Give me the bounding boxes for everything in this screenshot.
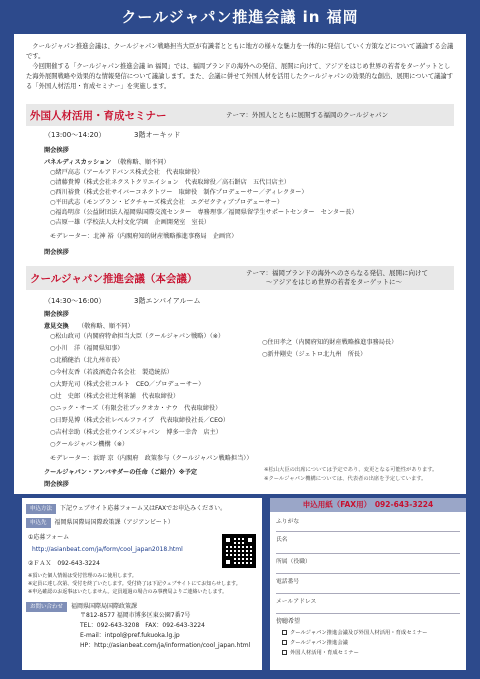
- member: ○北橋健治（北九州市長）: [50, 357, 124, 364]
- seminar-opening: 開会挨拶: [44, 147, 69, 154]
- meeting-time: （14:30〜16:00）: [44, 297, 106, 305]
- seminar-closing: 閉会挨拶: [44, 249, 69, 256]
- contact-org: 福岡県国際局国際政策課: [71, 603, 138, 610]
- panelist: ○清藤貴博（株式会社ネクストクリエイション 代表取締役／高石餅店 五代目店主）: [50, 179, 291, 186]
- email-field[interactable]: メールアドレス: [276, 596, 460, 614]
- apply-note: ※申込確認のお返事はいたしません。定員超過の場合のみ事務局よりご連絡いたします。: [28, 589, 228, 595]
- meeting-place: 3階エンパイアルーム: [134, 297, 201, 305]
- member: ○ニック・サーズ（有限会社ブックオカ・ナウ 代表取締役）: [50, 405, 222, 412]
- affiliation-field[interactable]: 所属（役職）: [276, 556, 460, 574]
- member: ○クールジャパン機構（※）: [50, 441, 129, 448]
- fax-form: [270, 498, 466, 670]
- form-label: ①応募フォーム: [28, 534, 70, 541]
- ambassador: クールジャパン・アンバサダーの任命（ご紹介）※予定: [44, 469, 198, 476]
- panel-note: （敬称略、順不同）: [114, 159, 170, 166]
- intro-paragraph: クールジャパン推進会議は、クールジャパン戦略担当大臣が有識者とともに地方の様々な魅力を一体的に発信していく方策などについて議論する会議です。: [26, 43, 454, 60]
- seminar-moderator: モデレーター：北神 裕（内閣府知的財産戦略推進事務局 企画官）: [50, 233, 238, 240]
- member: ○吉村幸助（株式会社ウインズジャパン 博多一幸舎 店主）: [50, 429, 222, 436]
- members-title: 意見交換: [44, 323, 69, 330]
- member: ○今村友香（若波酒造合名会社 製造統括）: [50, 369, 173, 376]
- to-tag: 申込先: [26, 518, 51, 528]
- checkbox-icon[interactable]: [282, 630, 287, 635]
- page-title: クールジャパン推進会議 in 福岡: [121, 8, 359, 26]
- checkbox-icon[interactable]: [282, 650, 287, 655]
- seminar-header: [26, 104, 454, 126]
- meeting-theme-2: 〜アジアをはじめ世界の若者をターゲットに〜: [266, 278, 402, 286]
- intro: [26, 42, 454, 92]
- to-text: 福岡県国際局国際政策課（アジアンビート）: [54, 519, 174, 526]
- member: ○日野晃博（株式会社レベルファイブ 代表取締役社長／CEO）: [50, 417, 230, 424]
- meeting-closing: 閉会挨拶: [44, 481, 69, 488]
- panelist: ○福島明彦（公益財団法人福岡県国際交流センター 専務理事／福岡県留学生サポートセンター センター長）: [50, 209, 358, 216]
- method-text: 下記ウェブサイト応募フォーム又はFAXでお申込みください。: [60, 505, 227, 512]
- qr-code-icon: [222, 534, 256, 568]
- contact-email[interactable]: E-mail：intpol@pref.fukuoka.lg.jp: [80, 632, 180, 639]
- option-both[interactable]: クールジャパン推進会議及び外国人材活用・育成セミナー: [282, 629, 427, 637]
- panelist: ○緒戸高志（アールアドバンス株式会社 代表取締役）: [50, 169, 204, 176]
- member: ○辻 史郎（株式会社辻利茶舗 代表取締役）: [50, 393, 180, 400]
- name-field[interactable]: 氏名: [276, 534, 460, 554]
- method-tag: 申込方法: [26, 504, 56, 514]
- meeting-opening: 開会挨拶: [44, 311, 69, 318]
- checkbox-icon[interactable]: [282, 640, 287, 645]
- seminar-time: （13:00〜14:20）: [44, 131, 106, 139]
- option-seminar[interactable]: 外国人材活用・育成セミナー: [282, 649, 359, 657]
- meeting-note: ※松山大臣の出席については予定であり、変更となる可能性があります。: [264, 467, 438, 473]
- intro-paragraph: 今回開催する「クールジャパン推進会議 in 福岡」では、福岡ブランドの海外への発信、展開に向けて、アジアをはじめ世界の若者をターゲットとした海外展開戦略や効果的な情報発信について議論します。また、会議に併せて外国人材を活用したクールジャパンの効果的な創出、展開について議論する「外国人材活用・育成セミナー」を実施します。: [26, 63, 454, 90]
- apply-info: [22, 498, 262, 670]
- seminar-place: 3階オーキッド: [134, 131, 181, 139]
- meeting-theme-1: テーマ：福岡ブランドの海外へのさらなる発信、展開に向けて: [246, 269, 428, 277]
- meeting-note: ※クールジャパン機構については、代表者の出席を予定しています。: [264, 476, 427, 482]
- contact-tag: お問い合わせ: [26, 602, 67, 612]
- hope-label: 傍聴希望: [276, 618, 301, 625]
- furigana-field[interactable]: ふりがな: [276, 516, 460, 532]
- main-paper: [14, 34, 466, 494]
- apply-note: ※頂いた個人情報は受付管理のみに使用します。: [28, 573, 137, 579]
- meeting-moderator: モデレーター：浜野 京（内閣府 政策参与（クールジャパン戦略担当））: [50, 455, 253, 462]
- panel-title: パネルディスカッション: [44, 159, 112, 166]
- member: ○小川 洋（福岡県知事）: [50, 345, 124, 352]
- fax-label: ②ＦＡＸ 092-643-3224: [28, 560, 100, 567]
- contact-address: 〒812-8577 福岡市博多区東公園7番7号: [80, 612, 191, 619]
- apply-note: ※定員に達し次第、受付を終了いたします。受付終了は下記ウェブサイトにてお知らせします。: [28, 581, 241, 587]
- member: ○大野光司（株式会社コルト CEO／プロデューサー）: [50, 381, 205, 388]
- member: ○住田孝之（内閣府知的財産戦略推進事務局長）: [262, 339, 398, 346]
- contact-phone: TEL：092-643-3208 FAX：092-643-3224: [80, 622, 205, 629]
- panelist: ○西川裕貴（株式会社サイバーコネクトツー 取締役 制作プロデューサー／ディレクター）: [50, 189, 308, 196]
- option-meeting[interactable]: クールジャパン推進会議: [282, 639, 348, 647]
- panelist: ○吉原一雄（学校法人大村文化学園 企画開発室 室長）: [50, 219, 211, 226]
- meeting-name: クールジャパン推進会議（本会議）: [30, 273, 198, 285]
- phone-field[interactable]: 電話番号: [276, 576, 460, 594]
- member: ○新井剛史（ジェトロ北九州 所長）: [262, 351, 367, 358]
- member: ○松山政司（内閣府特命担当大臣（クールジャパン戦略）（※）: [50, 333, 225, 340]
- fax-form-header: 申込用紙（FAX用） 092-643-3224: [270, 498, 466, 512]
- meeting-header: [26, 266, 454, 290]
- seminar-theme: テーマ：外国人とともに展開する福岡のクールジャパン: [226, 111, 389, 119]
- form-url-link[interactable]: http://asianbeat.com/ja/form/cool_japan2018.html: [32, 546, 183, 553]
- panelist: ○平田武志（モンブラン・ピクチャーズ株式会社 エグゼクティブプロデューサー）: [50, 199, 284, 206]
- contact-url-link[interactable]: HP：http://asianbeat.com/ja/information/cool_japan.html: [80, 642, 251, 649]
- members-note: （敬称略、順不同）: [78, 323, 134, 330]
- seminar-name: 外国人材活用・育成セミナー: [30, 110, 167, 122]
